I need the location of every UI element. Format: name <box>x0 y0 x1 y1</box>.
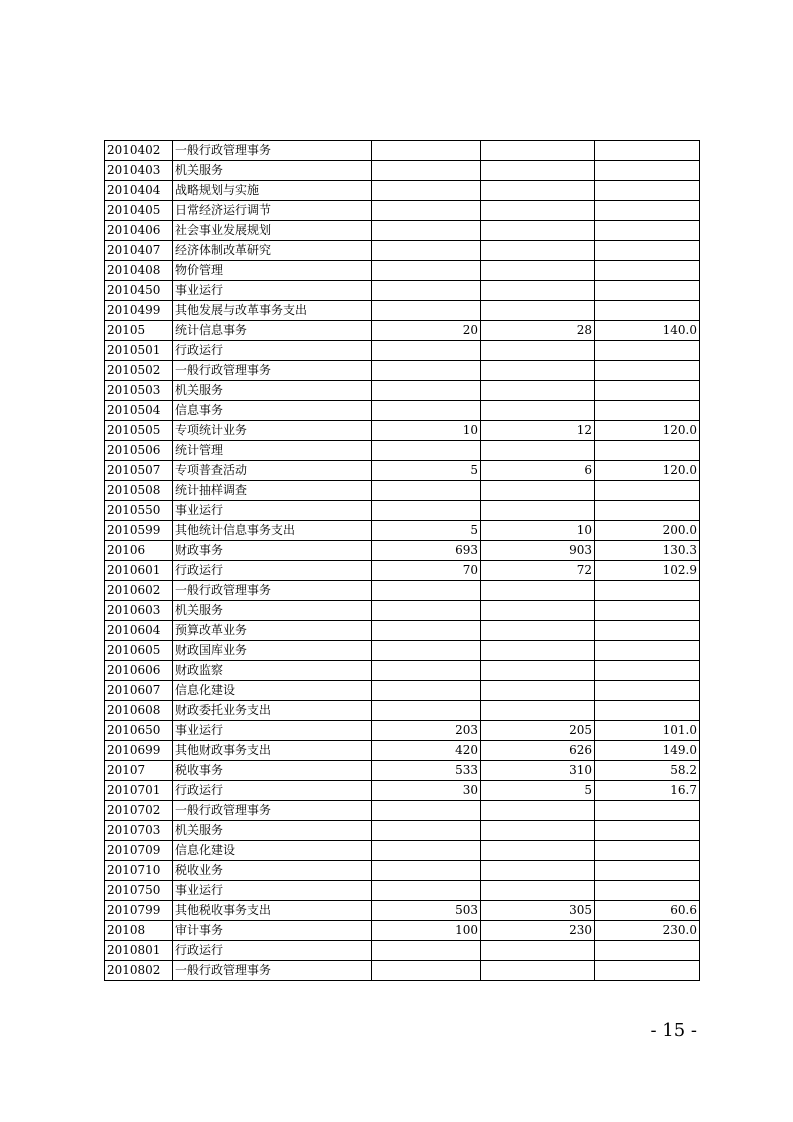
table-row <box>105 821 700 841</box>
value-b-cell <box>481 961 595 981</box>
subject-code-cell: 2010406 <box>105 221 173 241</box>
value-a-cell <box>372 141 481 161</box>
value-b-cell <box>481 581 595 601</box>
value-b-cell: 28 <box>481 321 595 341</box>
percent-cell: 120.0 <box>595 461 700 481</box>
table-row <box>105 641 700 661</box>
percent-cell <box>595 681 700 701</box>
table-row <box>105 461 700 481</box>
subject-name-cell: 社会事业发展规划 <box>173 221 372 241</box>
value-b-cell <box>481 241 595 261</box>
subject-name-cell: 事业运行 <box>173 501 372 521</box>
table-row <box>105 221 700 241</box>
table-row <box>105 361 700 381</box>
value-a-cell: 533 <box>372 761 481 781</box>
percent-cell <box>595 361 700 381</box>
subject-code-cell: 2010506 <box>105 441 173 461</box>
percent-cell <box>595 961 700 981</box>
value-a-cell: 30 <box>372 781 481 801</box>
value-a-cell <box>372 861 481 881</box>
value-b-cell: 230 <box>481 921 595 941</box>
table-row <box>105 881 700 901</box>
value-b-cell <box>481 881 595 901</box>
table-row <box>105 961 700 981</box>
percent-cell <box>595 861 700 881</box>
subject-code-cell: 2010710 <box>105 861 173 881</box>
subject-code-cell: 2010508 <box>105 481 173 501</box>
table-row <box>105 521 700 541</box>
percent-cell <box>595 161 700 181</box>
value-b-cell <box>481 341 595 361</box>
table-row <box>105 741 700 761</box>
subject-name-cell: 统计管理 <box>173 441 372 461</box>
percent-cell: 230.0 <box>595 921 700 941</box>
value-b-cell: 10 <box>481 521 595 541</box>
value-a-cell <box>372 381 481 401</box>
percent-cell: 140.0 <box>595 321 700 341</box>
table-row <box>105 181 700 201</box>
subject-name-cell: 行政运行 <box>173 781 372 801</box>
subject-code-cell: 2010601 <box>105 561 173 581</box>
subject-code-cell: 2010501 <box>105 341 173 361</box>
value-a-cell <box>372 601 481 621</box>
subject-code-cell: 2010499 <box>105 301 173 321</box>
value-b-cell <box>481 941 595 961</box>
value-a-cell <box>372 301 481 321</box>
subject-code-cell: 2010402 <box>105 141 173 161</box>
percent-cell <box>595 221 700 241</box>
subject-code-cell: 2010605 <box>105 641 173 661</box>
value-b-cell <box>481 681 595 701</box>
subject-name-cell: 战略规划与实施 <box>173 181 372 201</box>
subject-code-cell: 2010450 <box>105 281 173 301</box>
subject-code-cell: 2010750 <box>105 881 173 901</box>
percent-cell <box>595 821 700 841</box>
percent-cell: 120.0 <box>595 421 700 441</box>
percent-cell: 101.0 <box>595 721 700 741</box>
table-row <box>105 341 700 361</box>
subject-name-cell: 专项普查活动 <box>173 461 372 481</box>
subject-code-cell: 2010606 <box>105 661 173 681</box>
subject-code-cell: 2010504 <box>105 401 173 421</box>
table-row <box>105 901 700 921</box>
value-b-cell <box>481 621 595 641</box>
table-row <box>105 421 700 441</box>
value-b-cell <box>481 281 595 301</box>
table-row <box>105 801 700 821</box>
value-a-cell: 20 <box>372 321 481 341</box>
table-row <box>105 381 700 401</box>
table-row <box>105 281 700 301</box>
value-a-cell <box>372 941 481 961</box>
value-a-cell <box>372 661 481 681</box>
value-b-cell: 5 <box>481 781 595 801</box>
subject-name-cell: 审计事务 <box>173 921 372 941</box>
subject-code-cell: 2010407 <box>105 241 173 261</box>
value-b-cell <box>481 301 595 321</box>
value-a-cell <box>372 241 481 261</box>
table-row <box>105 301 700 321</box>
subject-name-cell: 信息事务 <box>173 401 372 421</box>
percent-cell: 149.0 <box>595 741 700 761</box>
table-row <box>105 581 700 601</box>
percent-cell: 16.7 <box>595 781 700 801</box>
value-b-cell <box>481 401 595 421</box>
table-row <box>105 721 700 741</box>
percent-cell <box>595 181 700 201</box>
table-row <box>105 661 700 681</box>
subject-name-cell: 事业运行 <box>173 281 372 301</box>
subject-name-cell: 其他税收事务支出 <box>173 901 372 921</box>
subject-name-cell: 行政运行 <box>173 941 372 961</box>
subject-code-cell: 2010801 <box>105 941 173 961</box>
budget-table <box>104 140 700 981</box>
percent-cell <box>595 661 700 681</box>
percent-cell <box>595 381 700 401</box>
page-number: - 15 - <box>650 1020 697 1041</box>
table-row <box>105 561 700 581</box>
value-b-cell <box>481 861 595 881</box>
subject-code-cell: 20108 <box>105 921 173 941</box>
percent-cell <box>595 401 700 421</box>
value-a-cell: 100 <box>372 921 481 941</box>
table-row <box>105 921 700 941</box>
subject-code-cell: 2010550 <box>105 501 173 521</box>
table-row <box>105 681 700 701</box>
value-b-cell <box>481 501 595 521</box>
subject-name-cell: 税收事务 <box>173 761 372 781</box>
table-row <box>105 401 700 421</box>
subject-code-cell: 2010703 <box>105 821 173 841</box>
value-b-cell <box>481 381 595 401</box>
value-a-cell: 203 <box>372 721 481 741</box>
value-a-cell <box>372 181 481 201</box>
subject-name-cell: 统计抽样调查 <box>173 481 372 501</box>
table-row <box>105 761 700 781</box>
percent-cell <box>595 281 700 301</box>
value-b-cell <box>481 661 595 681</box>
value-b-cell <box>481 801 595 821</box>
percent-cell <box>595 481 700 501</box>
table-row <box>105 161 700 181</box>
value-b-cell <box>481 821 595 841</box>
percent-cell <box>595 941 700 961</box>
value-a-cell: 420 <box>372 741 481 761</box>
table-row <box>105 941 700 961</box>
value-a-cell <box>372 801 481 821</box>
subject-name-cell: 信息化建设 <box>173 841 372 861</box>
percent-cell <box>595 341 700 361</box>
value-a-cell <box>372 221 481 241</box>
subject-code-cell: 2010505 <box>105 421 173 441</box>
value-a-cell <box>372 701 481 721</box>
table-row <box>105 701 700 721</box>
value-b-cell: 6 <box>481 461 595 481</box>
subject-code-cell: 2010599 <box>105 521 173 541</box>
percent-cell <box>595 701 700 721</box>
value-b-cell <box>481 841 595 861</box>
value-a-cell <box>372 821 481 841</box>
value-b-cell <box>481 201 595 221</box>
subject-name-cell: 财政监察 <box>173 661 372 681</box>
subject-code-cell: 20105 <box>105 321 173 341</box>
value-a-cell: 693 <box>372 541 481 561</box>
subject-name-cell: 其他财政事务支出 <box>173 741 372 761</box>
table-row <box>105 481 700 501</box>
subject-code-cell: 2010709 <box>105 841 173 861</box>
subject-name-cell: 机关服务 <box>173 821 372 841</box>
table-row <box>105 861 700 881</box>
subject-name-cell: 日常经济运行调节 <box>173 201 372 221</box>
percent-cell <box>595 581 700 601</box>
percent-cell <box>595 501 700 521</box>
value-b-cell: 72 <box>481 561 595 581</box>
value-a-cell <box>372 681 481 701</box>
table-row <box>105 441 700 461</box>
subject-code-cell: 2010507 <box>105 461 173 481</box>
subject-code-cell: 2010405 <box>105 201 173 221</box>
subject-name-cell: 信息化建设 <box>173 681 372 701</box>
value-a-cell <box>372 261 481 281</box>
percent-cell <box>595 621 700 641</box>
subject-name-cell: 一般行政管理事务 <box>173 141 372 161</box>
value-a-cell <box>372 881 481 901</box>
percent-cell <box>595 841 700 861</box>
value-a-cell <box>372 201 481 221</box>
percent-cell <box>595 201 700 221</box>
subject-name-cell: 机关服务 <box>173 381 372 401</box>
percent-cell <box>595 601 700 621</box>
percent-cell <box>595 241 700 261</box>
percent-cell: 60.6 <box>595 901 700 921</box>
subject-name-cell: 一般行政管理事务 <box>173 361 372 381</box>
value-a-cell <box>372 621 481 641</box>
percent-cell <box>595 301 700 321</box>
subject-name-cell: 其他发展与改革事务支出 <box>173 301 372 321</box>
subject-code-cell: 2010603 <box>105 601 173 621</box>
table-row <box>105 201 700 221</box>
value-a-cell: 70 <box>372 561 481 581</box>
value-a-cell <box>372 641 481 661</box>
value-a-cell <box>372 841 481 861</box>
subject-name-cell: 其他统计信息事务支出 <box>173 521 372 541</box>
value-a-cell <box>372 341 481 361</box>
value-a-cell: 503 <box>372 901 481 921</box>
value-a-cell <box>372 961 481 981</box>
value-b-cell: 305 <box>481 901 595 921</box>
subject-code-cell: 2010699 <box>105 741 173 761</box>
value-b-cell: 12 <box>481 421 595 441</box>
subject-code-cell: 2010604 <box>105 621 173 641</box>
percent-cell <box>595 641 700 661</box>
table-row <box>105 501 700 521</box>
value-b-cell: 626 <box>481 741 595 761</box>
table-row <box>105 261 700 281</box>
subject-code-cell: 20106 <box>105 541 173 561</box>
value-b-cell <box>481 641 595 661</box>
value-a-cell <box>372 361 481 381</box>
value-b-cell <box>481 701 595 721</box>
subject-name-cell: 行政运行 <box>173 561 372 581</box>
subject-code-cell: 2010701 <box>105 781 173 801</box>
subject-name-cell: 一般行政管理事务 <box>173 961 372 981</box>
percent-cell: 102.9 <box>595 561 700 581</box>
subject-name-cell: 物价管理 <box>173 261 372 281</box>
subject-code-cell: 20107 <box>105 761 173 781</box>
value-a-cell: 5 <box>372 521 481 541</box>
value-b-cell: 903 <box>481 541 595 561</box>
subject-name-cell: 一般行政管理事务 <box>173 801 372 821</box>
subject-code-cell: 2010802 <box>105 961 173 981</box>
subject-name-cell: 机关服务 <box>173 161 372 181</box>
subject-code-cell: 2010408 <box>105 261 173 281</box>
value-a-cell <box>372 161 481 181</box>
value-b-cell <box>481 481 595 501</box>
value-a-cell <box>372 481 481 501</box>
table-row <box>105 781 700 801</box>
value-a-cell <box>372 501 481 521</box>
subject-name-cell: 事业运行 <box>173 881 372 901</box>
subject-name-cell: 机关服务 <box>173 601 372 621</box>
table-row <box>105 601 700 621</box>
value-b-cell <box>481 161 595 181</box>
subject-name-cell: 经济体制改革研究 <box>173 241 372 261</box>
subject-name-cell: 行政运行 <box>173 341 372 361</box>
subject-code-cell: 2010607 <box>105 681 173 701</box>
value-b-cell <box>481 441 595 461</box>
table-row <box>105 541 700 561</box>
value-a-cell <box>372 441 481 461</box>
table-row <box>105 621 700 641</box>
value-a-cell <box>372 281 481 301</box>
subject-name-cell: 税收业务 <box>173 861 372 881</box>
subject-name-cell: 财政事务 <box>173 541 372 561</box>
subject-code-cell: 2010403 <box>105 161 173 181</box>
percent-cell <box>595 441 700 461</box>
percent-cell <box>595 881 700 901</box>
percent-cell <box>595 261 700 281</box>
value-b-cell: 205 <box>481 721 595 741</box>
value-b-cell <box>481 221 595 241</box>
value-a-cell <box>372 401 481 421</box>
subject-name-cell: 财政国库业务 <box>173 641 372 661</box>
percent-cell: 58.2 <box>595 761 700 781</box>
subject-code-cell: 2010702 <box>105 801 173 821</box>
value-b-cell: 310 <box>481 761 595 781</box>
value-b-cell <box>481 361 595 381</box>
subject-name-cell: 事业运行 <box>173 721 372 741</box>
value-a-cell: 10 <box>372 421 481 441</box>
subject-name-cell: 专项统计业务 <box>173 421 372 441</box>
percent-cell: 130.3 <box>595 541 700 561</box>
value-a-cell <box>372 581 481 601</box>
value-b-cell <box>481 141 595 161</box>
value-b-cell <box>481 261 595 281</box>
subject-code-cell: 2010404 <box>105 181 173 201</box>
percent-cell <box>595 801 700 821</box>
subject-code-cell: 2010602 <box>105 581 173 601</box>
subject-code-cell: 2010608 <box>105 701 173 721</box>
table-row <box>105 841 700 861</box>
percent-cell: 200.0 <box>595 521 700 541</box>
subject-name-cell: 财政委托业务支出 <box>173 701 372 721</box>
value-a-cell: 5 <box>372 461 481 481</box>
table-row <box>105 141 700 161</box>
table-body <box>105 141 700 981</box>
subject-code-cell: 2010503 <box>105 381 173 401</box>
table-row <box>105 321 700 341</box>
subject-name-cell: 一般行政管理事务 <box>173 581 372 601</box>
subject-code-cell: 2010799 <box>105 901 173 921</box>
subject-code-cell: 2010502 <box>105 361 173 381</box>
subject-code-cell: 2010650 <box>105 721 173 741</box>
subject-name-cell: 预算改革业务 <box>173 621 372 641</box>
value-b-cell <box>481 601 595 621</box>
percent-cell <box>595 141 700 161</box>
value-b-cell <box>481 181 595 201</box>
subject-name-cell: 统计信息事务 <box>173 321 372 341</box>
table-row <box>105 241 700 261</box>
